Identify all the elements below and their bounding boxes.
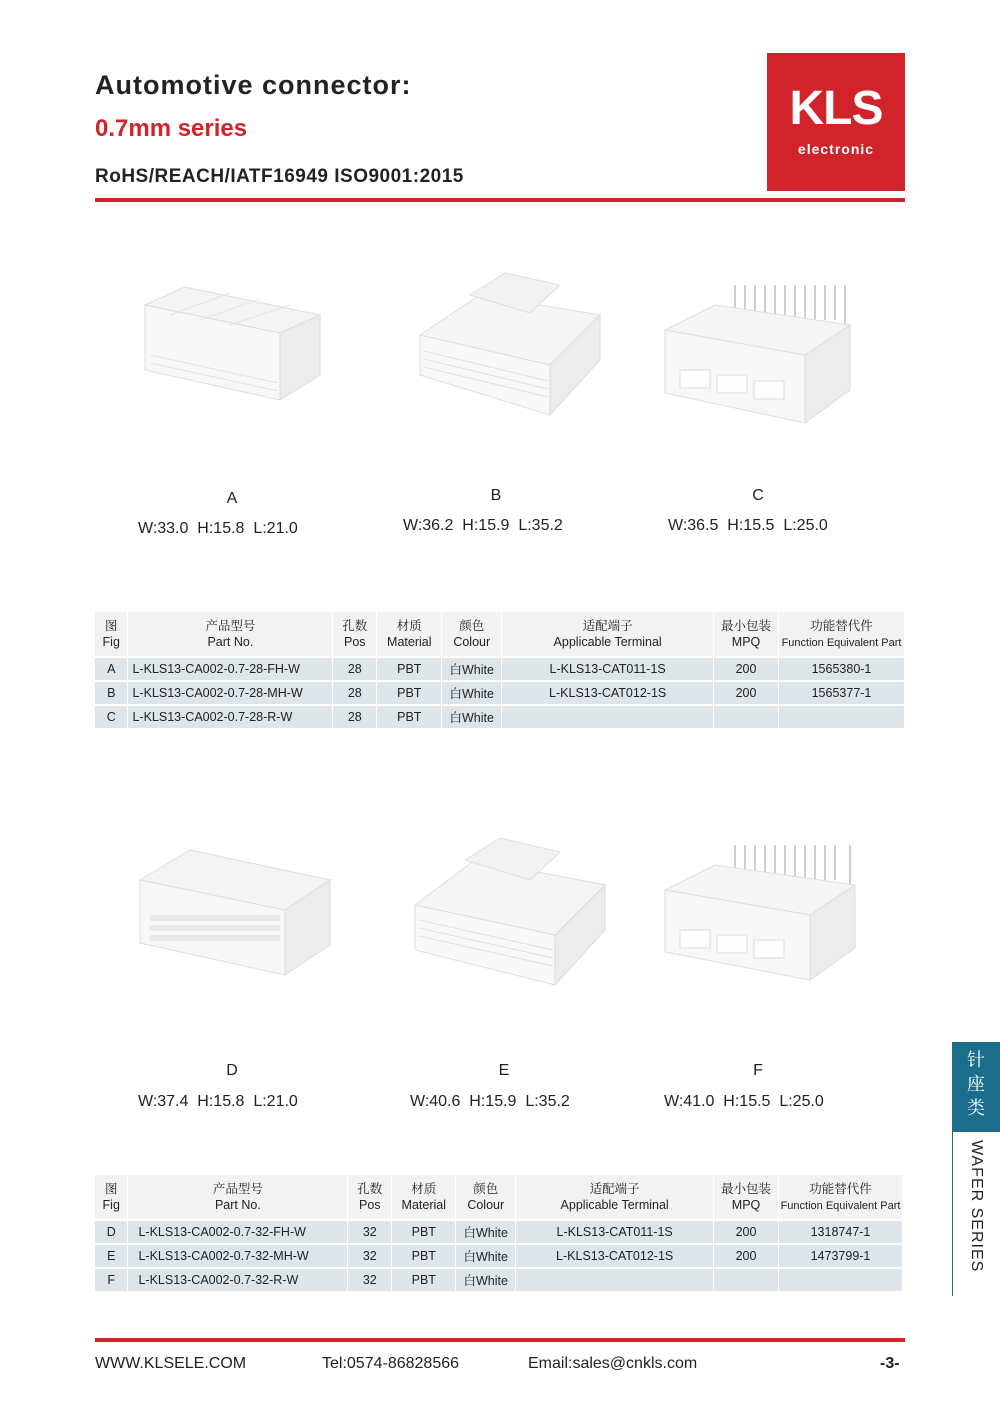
logo-mark: KLS xyxy=(789,82,883,135)
product-image-f xyxy=(655,840,865,990)
cell-colour: 白White xyxy=(456,1220,516,1244)
cell-pos: 28 xyxy=(333,705,377,728)
header-fig-en: Fig xyxy=(102,635,120,649)
cell-fig: B xyxy=(95,681,128,705)
product-image-a xyxy=(130,275,330,415)
footer-website: WWW.KLSELE.COM xyxy=(95,1355,247,1372)
cell-colour: 白White xyxy=(456,1268,516,1291)
header-terminal-en: Applicable Terminal xyxy=(560,1198,669,1212)
header-terminal-cn: 适配端子 xyxy=(589,1182,640,1196)
company-logo xyxy=(767,53,905,191)
cell-terminal: L-KLS13-CAT012-1S xyxy=(516,1244,714,1268)
figure-dims-f: W:41.0 H:15.5 L:25.0 xyxy=(664,1093,824,1110)
cell-fig: E xyxy=(95,1244,128,1268)
header-part-cn: 产品型号 xyxy=(212,1182,263,1196)
product-image-b xyxy=(410,265,610,425)
header-colour-en: Colour xyxy=(453,635,491,649)
side-tab-char: 座 xyxy=(967,1074,985,1094)
figure-dims-a: W:33.0 H:15.8 L:21.0 xyxy=(138,520,298,537)
cell-pos: 28 xyxy=(333,657,377,681)
header-part-cn: 产品型号 xyxy=(205,619,256,633)
cell-colour: 白White xyxy=(456,1244,516,1268)
cell-colour: 白White xyxy=(442,681,502,705)
series-subtitle: 0.7mm series xyxy=(95,115,248,142)
side-tab-series-label: WAFER SERIES xyxy=(968,1140,985,1273)
cell-fig: C xyxy=(95,705,128,728)
cell-fig: F xyxy=(95,1268,128,1291)
header-material-cn: 材质 xyxy=(396,619,422,633)
cell-part-no: L-KLS13-CA002-0.7-28-MH-W xyxy=(128,681,333,705)
cell-pos: 32 xyxy=(348,1220,392,1244)
cell-terminal: L-KLS13-CAT011-1S xyxy=(516,1220,714,1244)
cell-fig: D xyxy=(95,1220,128,1244)
header-pos-en: Pos xyxy=(344,635,366,649)
header-material-en: Material xyxy=(401,1198,446,1212)
header-part-en: Part No. xyxy=(214,1198,261,1212)
cell-fig: A xyxy=(95,657,128,681)
header-mpq-cn: 最小包装 xyxy=(721,619,772,633)
header-part-en: Part No. xyxy=(207,635,254,649)
header-colour-cn: 颜色 xyxy=(459,619,485,633)
figure-dims-b: W:36.2 H:15.9 L:35.2 xyxy=(403,517,563,534)
header-colour-cn: 颜色 xyxy=(473,1182,499,1196)
table-row xyxy=(95,1268,903,1291)
cell-colour: 白White xyxy=(442,657,502,681)
table-row xyxy=(95,1244,903,1268)
cell-pos: 32 xyxy=(348,1268,392,1291)
cell-equiv xyxy=(779,705,905,728)
figure-dims-c: W:36.5 H:15.5 L:25.0 xyxy=(668,517,828,534)
footer-tel: Tel:0574-86828566 xyxy=(322,1355,460,1372)
header-fig-en: Fig xyxy=(102,1198,120,1212)
figure-letter-d: D xyxy=(226,1062,238,1079)
header-rule xyxy=(95,198,905,202)
cell-part-no: L-KLS13-CA002-0.7-28-FH-W xyxy=(128,657,333,681)
spec-table-32pos xyxy=(95,1175,903,1291)
figure-letter-c: C xyxy=(752,487,764,504)
page-number: -3- xyxy=(880,1355,900,1372)
cell-mpq: 200 xyxy=(714,657,779,681)
cell-mpq: 200 xyxy=(714,681,779,705)
cell-terminal xyxy=(502,705,714,728)
cell-equiv: 1565377-1 xyxy=(779,681,905,705)
cell-part-no: L-KLS13-CA002-0.7-32-R-W xyxy=(128,1268,348,1291)
header-material-en: Material xyxy=(387,635,432,649)
cell-material: PBT xyxy=(377,657,442,681)
figure-letter-e: E xyxy=(498,1062,510,1079)
side-tab-char: 类 xyxy=(967,1098,985,1118)
product-image-d xyxy=(130,835,335,980)
figure-letter-b: B xyxy=(490,487,502,504)
header-fig-cn: 图 xyxy=(104,1182,118,1196)
page-title: Automotive connector: xyxy=(95,70,412,100)
cell-part-no: L-KLS13-CA002-0.7-32-FH-W xyxy=(128,1220,348,1244)
cell-material: PBT xyxy=(377,681,442,705)
table-row xyxy=(95,681,905,705)
header-equiv-cn: 功能替代件 xyxy=(809,1181,872,1196)
cell-terminal xyxy=(516,1268,714,1291)
header-terminal-cn: 适配端子 xyxy=(582,619,633,633)
header-terminal-en: Applicable Terminal xyxy=(553,635,662,649)
header-mpq-cn: 最小包装 xyxy=(721,1182,772,1196)
logo-text: electronic xyxy=(797,141,875,157)
header-equiv-cn: 功能替代件 xyxy=(810,618,873,633)
table-row xyxy=(95,1220,903,1244)
cell-part-no: L-KLS13-CA002-0.7-28-R-W xyxy=(128,705,333,728)
cell-pos: 32 xyxy=(348,1244,392,1268)
table-header-row xyxy=(95,1175,903,1220)
cell-material: PBT xyxy=(377,705,442,728)
cell-material: PBT xyxy=(392,1244,456,1268)
cell-terminal: L-KLS13-CAT011-1S xyxy=(502,657,714,681)
figure-dims-e: W:40.6 H:15.9 L:35.2 xyxy=(410,1093,570,1110)
cell-colour: 白White xyxy=(442,705,502,728)
cell-mpq: 200 xyxy=(714,1220,779,1244)
figure-letter-f: F xyxy=(753,1062,763,1079)
cell-equiv xyxy=(779,1268,903,1291)
certifications: RoHS/REACH/IATF16949 ISO9001:2015 xyxy=(95,166,464,187)
cell-mpq: 200 xyxy=(714,1244,779,1268)
spec-table-28pos xyxy=(95,612,905,728)
product-image-e xyxy=(405,830,610,995)
footer-rule xyxy=(95,1338,905,1342)
side-tab-chinese xyxy=(952,1042,1000,1128)
header-equiv-en: Function Equivalent Part xyxy=(781,636,902,649)
cell-terminal: L-KLS13-CAT012-1S xyxy=(502,681,714,705)
header-pos-cn: 孔数 xyxy=(357,1182,383,1196)
side-tab-char: 针 xyxy=(967,1050,985,1070)
figure-letter-a: A xyxy=(226,490,238,507)
product-image-c xyxy=(655,275,865,430)
header-pos-cn: 孔数 xyxy=(342,619,368,633)
header-mpq-en: MPQ xyxy=(731,635,761,649)
header-fig-cn: 图 xyxy=(104,619,118,633)
table-row xyxy=(95,657,905,681)
table-row xyxy=(95,705,905,728)
cell-part-no: L-KLS13-CA002-0.7-32-MH-W xyxy=(128,1244,348,1268)
header-pos-en: Pos xyxy=(359,1198,381,1212)
header-colour-en: Colour xyxy=(467,1198,505,1212)
cell-equiv: 1473799-1 xyxy=(779,1244,903,1268)
cell-mpq xyxy=(714,1268,779,1291)
table-header-row xyxy=(95,612,905,657)
cell-material: PBT xyxy=(392,1268,456,1291)
footer-email: Email:sales@cnkls.com xyxy=(528,1355,698,1372)
cell-material: PBT xyxy=(392,1220,456,1244)
figure-dims-d: W:37.4 H:15.8 L:21.0 xyxy=(138,1093,298,1110)
cell-pos: 28 xyxy=(333,681,377,705)
cell-equiv: 1565380-1 xyxy=(779,657,905,681)
header-equiv-en: Function Equivalent Part xyxy=(780,1199,901,1212)
header-material-cn: 材质 xyxy=(411,1182,437,1196)
side-tab-series xyxy=(952,1128,1000,1296)
cell-mpq xyxy=(714,705,779,728)
header-mpq-en: MPQ xyxy=(731,1198,761,1212)
cell-equiv: 1318747-1 xyxy=(779,1220,903,1244)
